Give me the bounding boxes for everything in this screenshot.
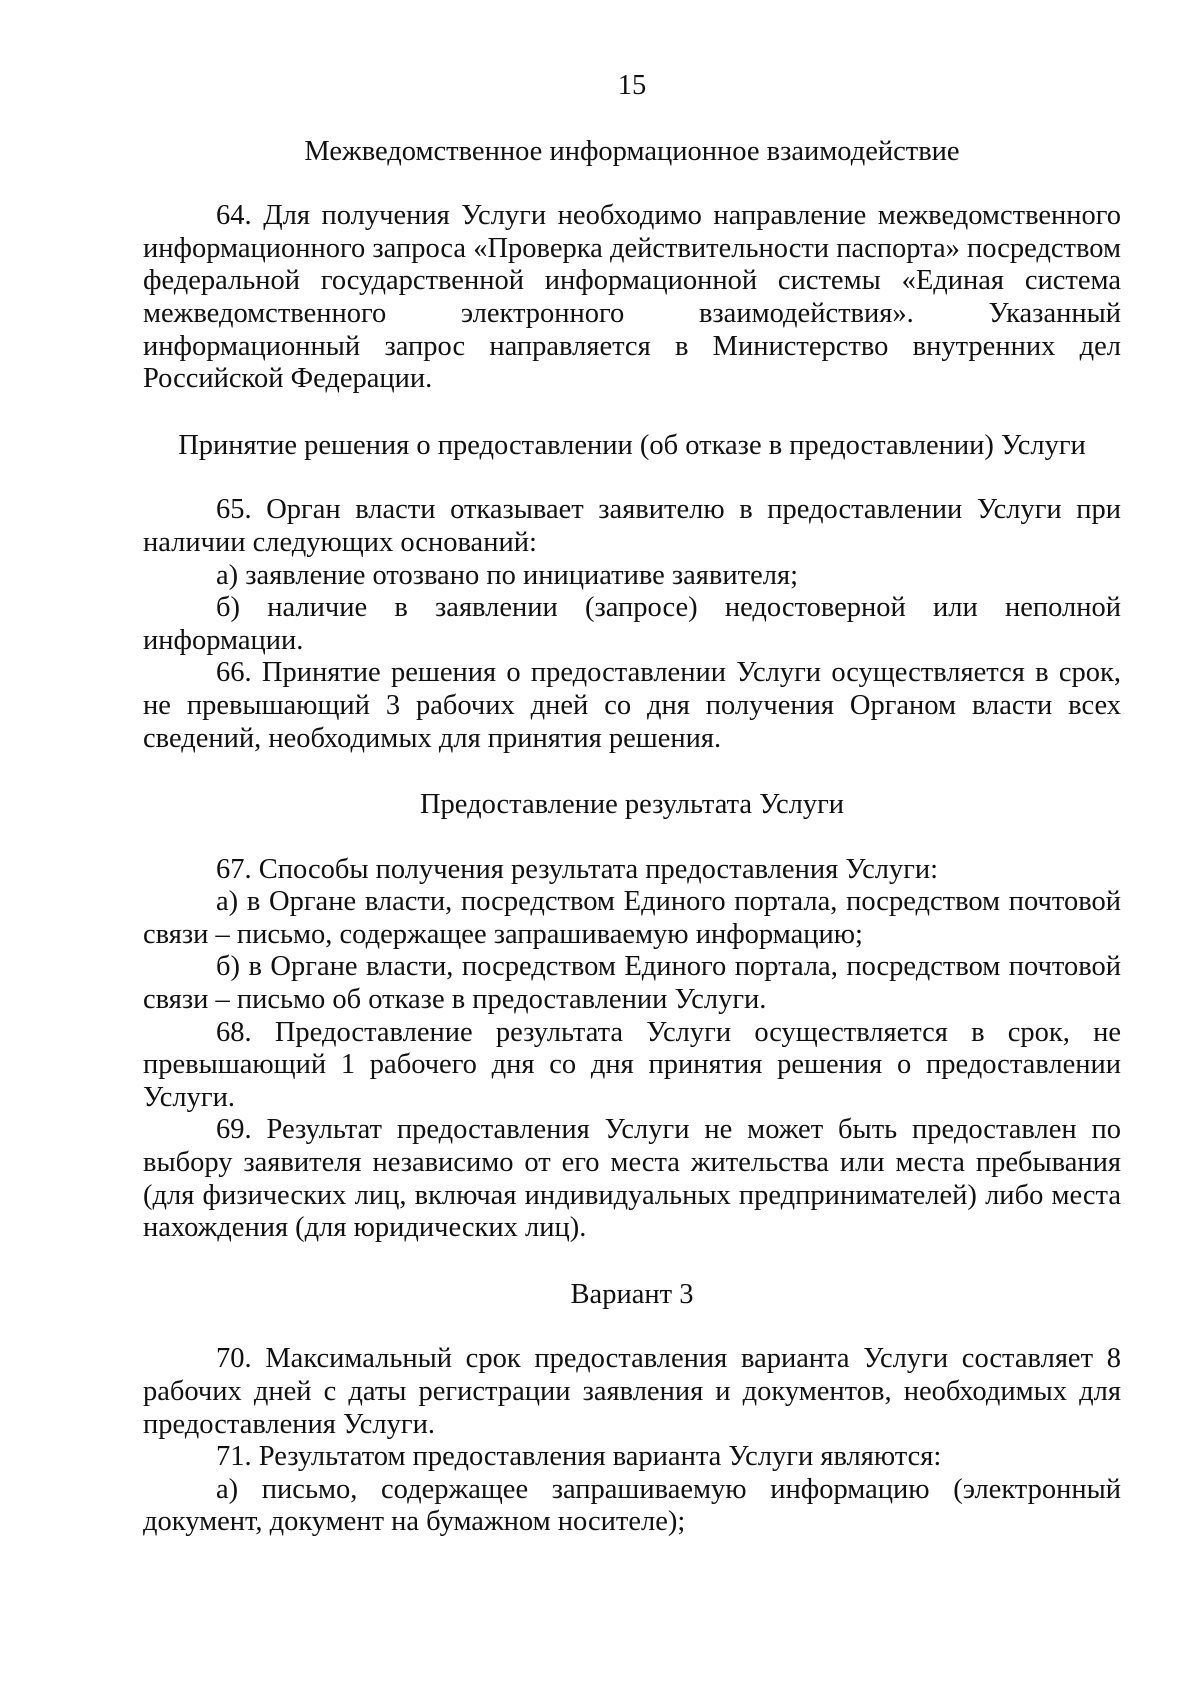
section-heading-variant-3: Вариант 3 [570,1278,694,1310]
paragraph-67-b: б) в Органе власти, посредством Единого портала, посредством почтовой связи – письмо об отказе в предоставлении Услуги. [143,951,1121,1016]
section-gap [143,1245,1121,1279]
section-gap [143,755,1121,789]
paragraph-66: 66. Принятие решения о предоставлении Услуги осуществляется в срок, не превышающий 3 рабочих дней со дня получения Органом власти всех сведений, необходимых для принятия решения. [143,657,1121,754]
page-number: 15 [617,70,647,101]
paragraph-67-a: а) в Органе власти, посредством Единого портала, посредством почтовой связи – письмо, содержащее запрашиваемую информацию; [143,886,1121,950]
paragraph-68: 68. Предоставление результата Услуги осуществляется в срок, не превышающий 1 рабочего дня со дня принятия решения о предоставлении Услуги. [143,1016,1121,1113]
paragraph-70: 70. Максимальный срок предоставления варианта Услуги составляет 8 рабочих дней с даты регистрации заявления и документов, необходимых для предоставления Услуги. [143,1343,1121,1440]
paragraph-71: 71. Результатом предоставления варианта Услуги являются: [216,1441,942,1473]
paragraph-67: 67. Способы получения результата предоставления Услуги: [216,853,939,885]
section-gap [143,396,1121,430]
section-heading-decision: Принятие решения о предоставлении (об отказе в предоставлении) Услуги [178,429,1086,461]
paragraph-69: 69. Результат предоставления Услуги не может быть предоставлен по выбору заявителя независимо от его места жительства или места пребывания (для физических лиц, включая индивидуальных предпринимателей) либо места нахождения (для юридических лиц). [143,1114,1121,1244]
paragraph-64: 64. Для получения Услуги необходимо направление межведомственного информационного запроса «Проверка действительности паспорта» посредством федеральной государственной информационной системы «Единая система межведомственного электронного взаимодействия». Указанный информационный запрос направляется в Министерство внутренних дел Российской Федерации. [143,200,1121,395]
section-heading-result: Предоставление результата Услуги [419,789,845,821]
paragraph-65: 65. Орган власти отказывает заявителю в предоставлении Услуги при наличии следующих оснований: [143,494,1121,558]
paragraph-71-a: а) письмо, содержащее запрашиваемую информацию (электронный документ, документ на бумажном носителе); [143,1473,1121,1538]
document-page [143,70,1121,1539]
paragraph-65-a: а) заявление отозвано по инициативе заявителя; [216,559,798,591]
section-heading-interagency: Межведомственное информационное взаимодействие [304,135,960,167]
paragraph-65-b: б) наличие в заявлении (запросе) недостоверной или неполной информации. [143,592,1121,656]
